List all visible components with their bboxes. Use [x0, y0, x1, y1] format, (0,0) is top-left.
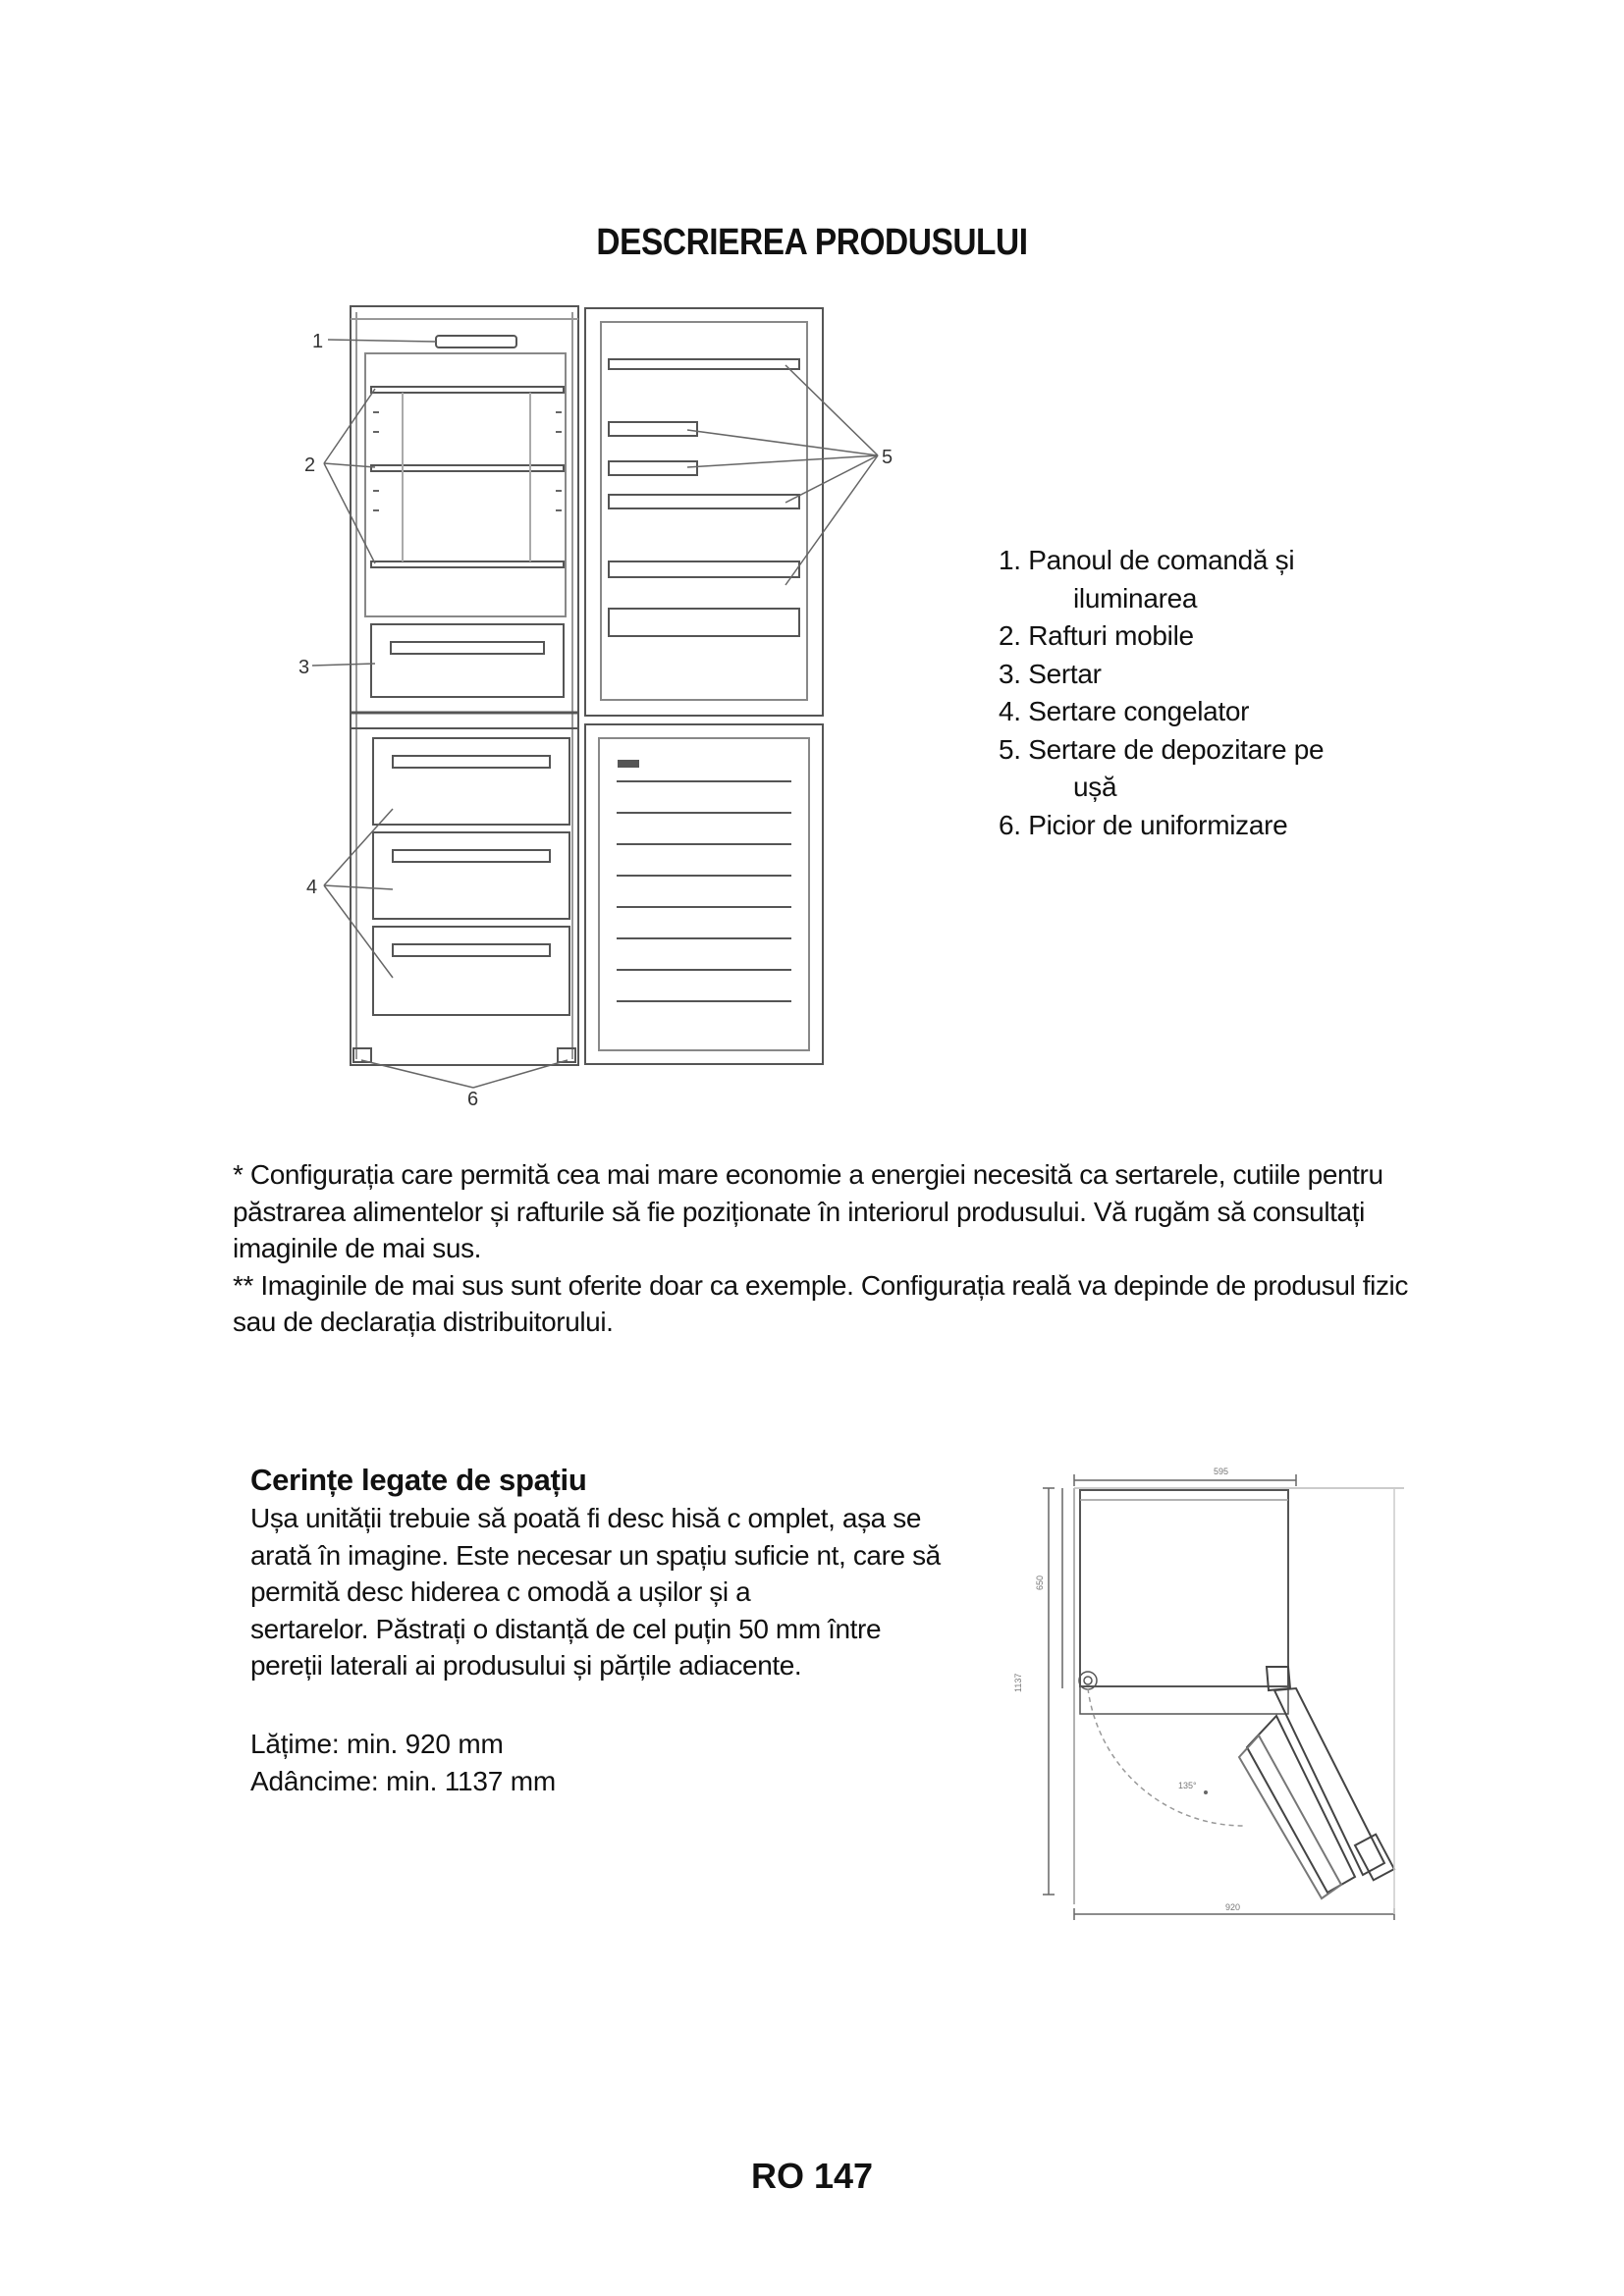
parts-legend [999, 542, 1450, 844]
callout-4: 4 [306, 877, 318, 898]
callout-6: 6 [467, 1089, 479, 1110]
clearance-diagram [1011, 1463, 1424, 1934]
page-number: RO 147 [750, 2156, 874, 2196]
legend-item-cont: iluminarea [1073, 582, 1198, 614]
callout-3: 3 [298, 657, 310, 678]
callout-1: 1 [312, 331, 324, 352]
open-door [1239, 1667, 1394, 1898]
fridge-diagram [275, 294, 893, 1119]
fridge-top-view [1080, 1490, 1288, 1686]
freezer-door [585, 724, 823, 1064]
space-requirements-title: Cerințe legate de spațiu [250, 1463, 587, 1497]
dim-side-total: 1137 [1013, 1673, 1023, 1692]
freezer-drawers [373, 738, 569, 1015]
depth-requirement: Adâncime: min. 1137 mm [250, 1765, 556, 1796]
legend-item: 1. Panoul de comandă și [999, 545, 1295, 575]
space-line: pereții laterali ai produsului și părțile adiacente. [250, 1650, 802, 1681]
shelves [371, 387, 564, 567]
space-requirements-text [250, 1500, 977, 1684]
callout-2: 2 [304, 454, 316, 476]
control-panel-light [436, 336, 516, 347]
callout-5: 5 [882, 447, 893, 468]
legend-item: 4. Sertare congelator [999, 696, 1250, 726]
space-line: Ușa unității trebuie să poată fi desc hisă c omplet, așa se [250, 1503, 922, 1533]
dim-side-upper: 650 [1035, 1575, 1045, 1590]
notes [233, 1156, 1431, 1341]
page-title: DESCRIEREA PRODUSULUI [596, 222, 1028, 263]
space-dimensions [250, 1726, 556, 1799]
dim-bottom: 920 [1225, 1902, 1241, 1912]
note-disclaimer: ** Imaginile de mai sus sunt oferite doar ca exemple. Configurația reală va depinde de produsul fizic sau de declarația distribuitorului. [233, 1269, 1408, 1337]
note-energy: * Configurația care permită cea mai mare economie a energiei necesită ca sertarele, cutiile pentru păstrarea alimentelor și rafturile să fie poziționate în interiorul produsului. Vă rugăm să consultați imaginile de mai sus. [233, 1159, 1383, 1263]
crisper-drawer [371, 624, 564, 697]
cabinet-outline [351, 306, 578, 1065]
legend-item-cont: ușă [1073, 772, 1117, 802]
space-line: arată în imagine. Este necesar un spațiu suficie nt, care să [250, 1539, 941, 1571]
levelling-feet [353, 1048, 575, 1062]
legend-item: 3. Sertar [999, 658, 1102, 689]
width-requirement: Lățime: min. 920 mm [250, 1729, 504, 1759]
legend-item: 5. Sertare de depozitare pe [999, 733, 1325, 765]
legend-item: 2. Rafturi mobile [999, 620, 1194, 651]
space-line: sertarelor. Păstrați o distanță de cel puțin 50 mm între [250, 1613, 882, 1644]
legend-item: 6. Picior de uniformizare [999, 809, 1288, 840]
door-angle: 135° [1178, 1781, 1197, 1790]
space-line: permită desc hiderea c omodă a ușilor și a [250, 1576, 751, 1607]
dim-top: 595 [1214, 1467, 1229, 1476]
fridge-door [585, 308, 823, 716]
